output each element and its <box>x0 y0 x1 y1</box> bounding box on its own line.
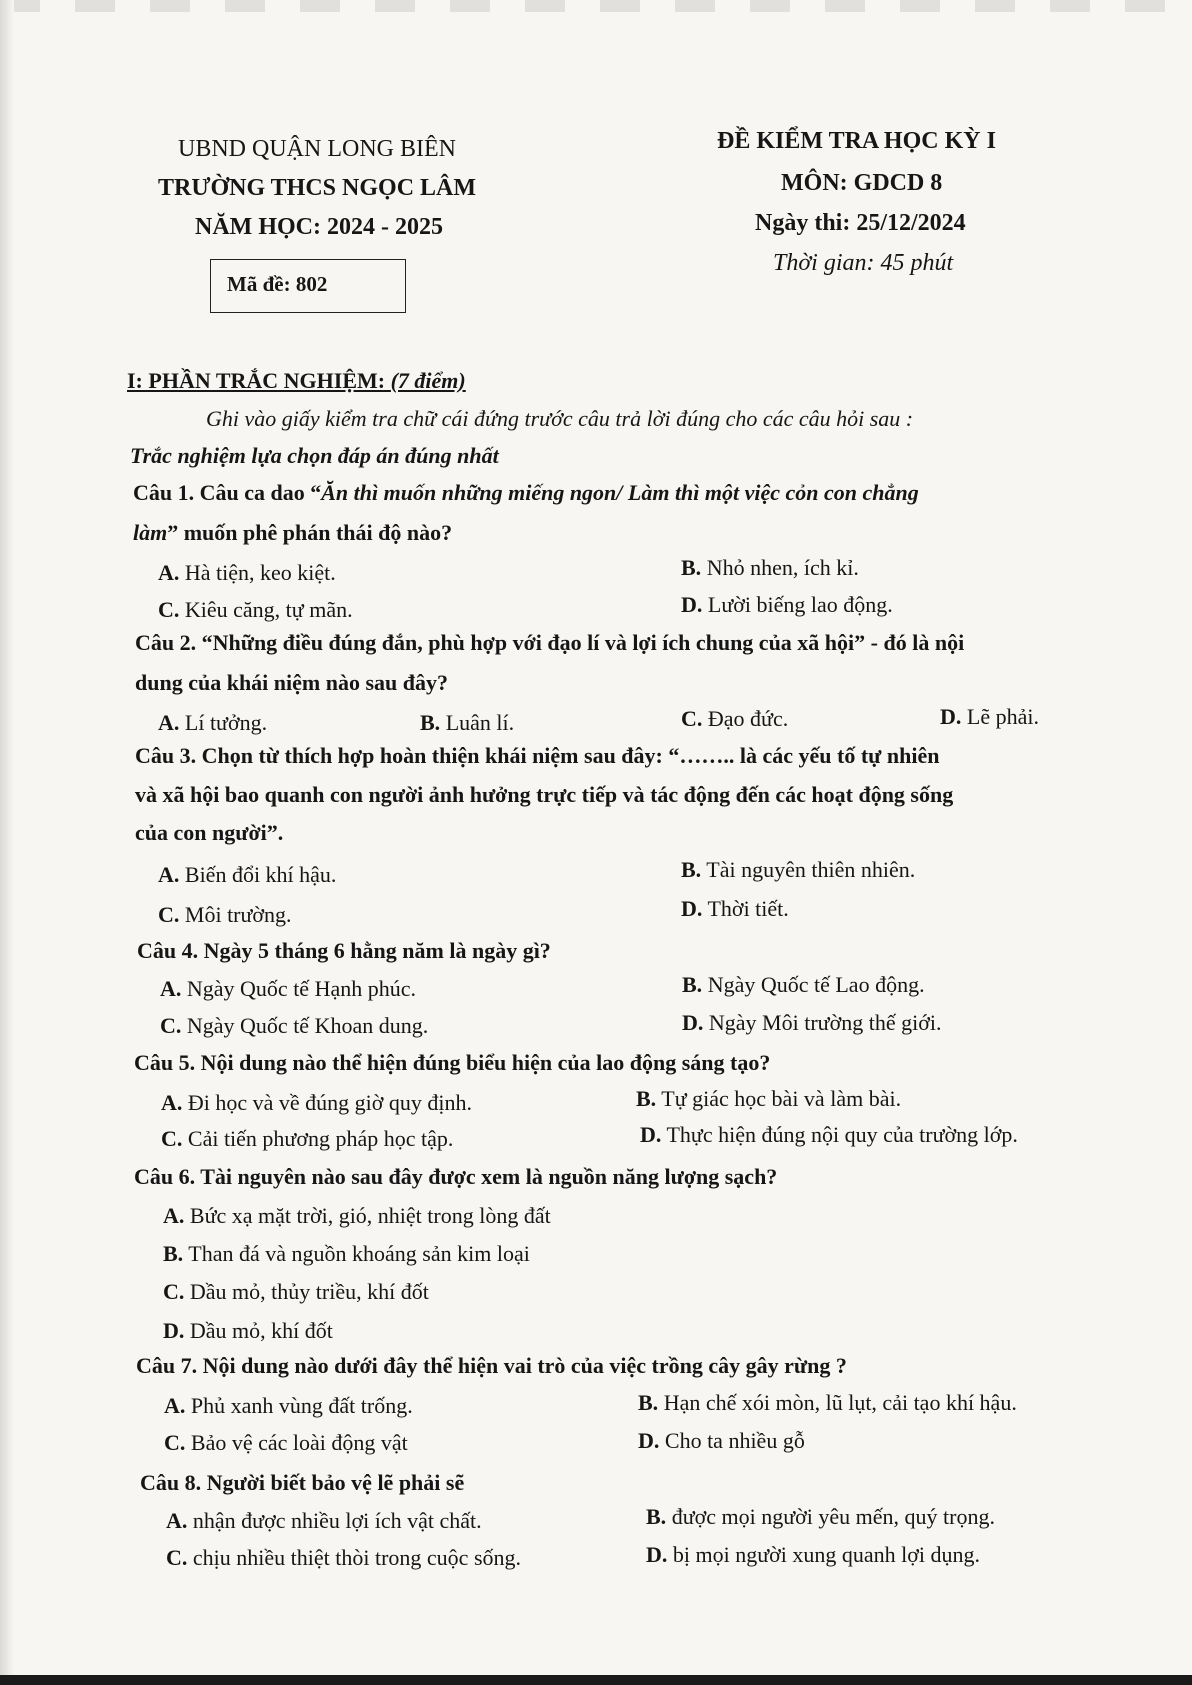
q1-option-d: D. Lười biếng lao động. <box>681 592 893 617</box>
section-points: (7 điểm) <box>390 368 466 393</box>
q2-option-b: B. Luân lí. <box>420 710 515 735</box>
school-name: TRƯỜNG THCS NGỌC LÂM <box>158 175 477 201</box>
q6-option-c: C. Dầu mỏ, thủy triều, khí đốt <box>163 1279 429 1304</box>
q1-option-a: A. Hà tiện, keo kiệt. <box>158 560 336 585</box>
scan-left-edge <box>0 0 14 1685</box>
question-3-line1: Câu 3. Chọn từ thích hợp hoàn thiện khái niệm sau đây: “…….. là các yếu tố tự nhiên <box>135 743 940 768</box>
question-1-quote: Ăn thì muốn những miếng ngon/ Làm thì một việc cỏn con chẳng <box>321 480 919 505</box>
section-title <box>127 368 466 394</box>
q4-option-b: B. Ngày Quốc tế Lao động. <box>682 972 925 997</box>
q6-option-a: A. Bức xạ mặt trời, gió, nhiệt trong lòng đất <box>163 1203 551 1228</box>
question-5: Câu 5. Nội dung nào thể hiện đúng biểu hiện của lao động sáng tạo? <box>134 1050 771 1075</box>
q2-option-a: A. Lí tưởng. <box>158 710 268 735</box>
q5-option-a: A. Đi học và về đúng giờ quy định. <box>161 1090 473 1115</box>
exam-title: ĐỀ KIỂM TRA HỌC KỲ I <box>717 128 996 154</box>
q2-option-c: C. Đạo đức. <box>681 706 789 731</box>
q4-option-d: D. Ngày Môi trường thế giới. <box>682 1010 942 1035</box>
scan-bottom-edge <box>0 1675 1192 1685</box>
q8-option-c: C. chịu nhiều thiệt thòi trong cuộc sống. <box>166 1545 521 1570</box>
q8-option-b: B. được mọi người yêu mến, quý trọng. <box>646 1504 995 1529</box>
question-7: Câu 7. Nội dung nào dưới đây thể hiện vai trò của việc trồng cây gây rừng ? <box>136 1353 847 1378</box>
q8-option-a: A. nhận được nhiều lợi ích vật chất. <box>166 1508 482 1533</box>
q7-option-c: C. Bảo vệ các loài động vật <box>164 1430 408 1455</box>
q8-option-d: D. bị mọi người xung quanh lợi dụng. <box>646 1542 981 1567</box>
school-year: NĂM HỌC: 2024 - 2025 <box>195 214 443 240</box>
exam-code: Mã đề: 802 <box>227 272 328 296</box>
q4-option-c: C. Ngày Quốc tế Khoan dung. <box>160 1013 429 1038</box>
q7-option-b: B. Hạn chế xói mòn, lũ lụt, cải tạo khí hậu. <box>638 1390 1017 1415</box>
section-title-text: I: PHẦN TRẮC NGHIỆM: <box>127 368 391 393</box>
question-8: Câu 8. Người biết bảo vệ lẽ phải sẽ <box>140 1470 465 1495</box>
q5-option-c: C. Cải tiến phương pháp học tập. <box>161 1126 454 1151</box>
question-1-tail: ” muốn phê phán thái độ nào? <box>167 520 453 545</box>
district-name: UBND QUẬN LONG BIÊN <box>178 136 456 162</box>
question-1-line2 <box>133 520 452 546</box>
q3-option-d: D. Thời tiết. <box>681 896 789 921</box>
q6-option-d: D. Dầu mỏ, khí đốt <box>163 1318 333 1343</box>
exam-duration: Thời gian: 45 phút <box>773 250 954 276</box>
q2-option-d: D. Lẽ phải. <box>940 704 1039 729</box>
q7-option-a: A. Phủ xanh vùng đất trống. <box>164 1393 413 1418</box>
question-2-line2: dung của khái niệm nào sau đây? <box>135 670 448 695</box>
q5-option-b: B. Tự giác học bài và làm bài. <box>636 1086 902 1111</box>
q4-option-a: A. Ngày Quốc tế Hạnh phúc. <box>160 976 416 1001</box>
q7-option-d: D. Cho ta nhiều gỗ <box>638 1428 805 1453</box>
exam-code-box <box>210 259 406 313</box>
question-6: Câu 6. Tài nguyên nào sau đây được xem là nguồn năng lượng sạch? <box>134 1164 778 1189</box>
q1-option-c: C. Kiêu căng, tự mãn. <box>158 597 353 622</box>
exam-date: Ngày thi: 25/12/2024 <box>755 210 966 236</box>
question-1-lead: Câu 1. Câu ca dao “ <box>133 480 322 505</box>
question-1 <box>133 480 919 506</box>
section-subtitle: Trắc nghiệm lựa chọn đáp án đúng nhất <box>130 443 499 468</box>
question-3-line2: và xã hội bao quanh con người ảnh hưởng trực tiếp và tác động đến các hoạt động sống <box>135 782 954 807</box>
scan-top-edge <box>0 0 1192 12</box>
q3-option-a: A. Biến đổi khí hậu. <box>158 862 337 887</box>
q3-option-c: C. Môi trường. <box>158 902 292 927</box>
q1-option-b: B. Nhỏ nhen, ích kỉ. <box>681 555 859 580</box>
section-instruction: Ghi vào giấy kiểm tra chữ cái đứng trước câu trả lời đúng cho các câu hỏi sau : <box>206 406 914 431</box>
q5-option-d: D. Thực hiện đúng nội quy của trường lớp. <box>640 1122 1018 1147</box>
question-1-quote-end: làm <box>133 520 168 545</box>
exam-subject: MÔN: GDCD 8 <box>781 170 943 196</box>
question-4: Câu 4. Ngày 5 tháng 6 hằng năm là ngày gì? <box>137 938 551 963</box>
q6-option-b: B. Than đá và nguồn khoáng sản kim loại <box>163 1241 530 1266</box>
q3-option-b: B. Tài nguyên thiên nhiên. <box>681 857 916 882</box>
question-3-line3: của con người”. <box>135 820 284 845</box>
question-2-line1: Câu 2. “Những điều đúng đắn, phù hợp với đạo lí và lợi ích chung của xã hội” - đó là nội <box>135 630 965 655</box>
